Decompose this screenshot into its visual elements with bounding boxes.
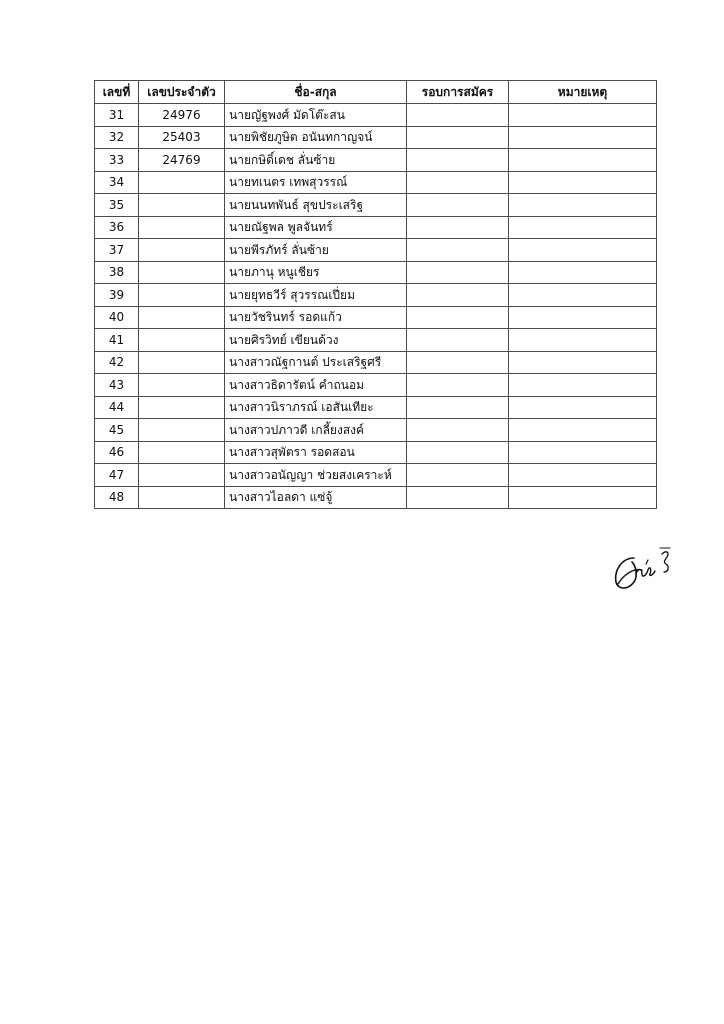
row-application-round (407, 239, 509, 262)
row-number: 37 (95, 239, 139, 262)
header-student-id: เลขประจำตัว (139, 81, 225, 104)
row-student-id (139, 419, 225, 442)
row-student-id (139, 441, 225, 464)
row-number: 38 (95, 261, 139, 284)
table-row (95, 464, 657, 487)
table-row (95, 149, 657, 172)
table-row (95, 351, 657, 374)
row-student-id (139, 261, 225, 284)
row-remarks (509, 126, 657, 149)
row-application-round (407, 486, 509, 509)
table-row (95, 261, 657, 284)
row-full-name: นายยุทธวีร์ สุวรรณเปี่ยม (225, 284, 407, 307)
row-student-id (139, 464, 225, 487)
row-full-name: นางสาวปภาวดี เกลี้ยงสงค์ (225, 419, 407, 442)
row-remarks (509, 239, 657, 262)
table-row (95, 171, 657, 194)
row-remarks (509, 284, 657, 307)
row-application-round (407, 261, 509, 284)
row-remarks (509, 329, 657, 352)
row-full-name: นายทเนตร เทพสุวรรณ์ (225, 171, 407, 194)
row-remarks (509, 216, 657, 239)
row-full-name: นายพีรภัทร์ ลั่นซ้าย (225, 239, 407, 262)
table-row (95, 216, 657, 239)
row-remarks (509, 194, 657, 217)
table-row (95, 419, 657, 442)
row-number: 32 (95, 126, 139, 149)
row-application-round (407, 149, 509, 172)
row-number: 41 (95, 329, 139, 352)
row-student-id: 24976 (139, 104, 225, 127)
row-application-round (407, 284, 509, 307)
row-application-round (407, 419, 509, 442)
row-application-round (407, 216, 509, 239)
table-body (95, 104, 657, 509)
table-row (95, 441, 657, 464)
row-full-name: นายพิชัยภูษิต อนันทกาญจน์ (225, 126, 407, 149)
row-student-id (139, 329, 225, 352)
row-remarks (509, 486, 657, 509)
row-student-id: 24769 (139, 149, 225, 172)
row-full-name: นายณัฐพล พูลจันทร์ (225, 216, 407, 239)
row-number: 39 (95, 284, 139, 307)
row-number: 47 (95, 464, 139, 487)
row-number: 42 (95, 351, 139, 374)
row-number: 44 (95, 396, 139, 419)
row-remarks (509, 441, 657, 464)
row-remarks (509, 171, 657, 194)
row-application-round (407, 396, 509, 419)
row-remarks (509, 149, 657, 172)
table-header-row (95, 81, 657, 104)
row-student-id (139, 284, 225, 307)
row-student-id: 25403 (139, 126, 225, 149)
row-number: 46 (95, 441, 139, 464)
row-remarks (509, 374, 657, 397)
row-full-name: นางสาวณัฐกานต์ ประเสริฐศรี (225, 351, 407, 374)
row-application-round (407, 329, 509, 352)
row-full-name: นายนนทพันธ์ สุขประเสริฐ (225, 194, 407, 217)
row-full-name: นายวัชรินทร์ รอดแก้ว (225, 306, 407, 329)
row-number: 36 (95, 216, 139, 239)
row-number: 31 (95, 104, 139, 127)
header-application-round: รอบการสมัคร (407, 81, 509, 104)
row-full-name: นางสาวนิราภรณ์ เอสันเทียะ (225, 396, 407, 419)
table-row (95, 239, 657, 262)
row-application-round (407, 171, 509, 194)
row-student-id (139, 171, 225, 194)
table-row (95, 306, 657, 329)
row-number: 43 (95, 374, 139, 397)
row-student-id (139, 374, 225, 397)
row-application-round (407, 104, 509, 127)
row-number: 40 (95, 306, 139, 329)
row-full-name: นางสาวธิดารัตน์ คำถนอม (225, 374, 407, 397)
row-full-name: นายศิรวิทย์ เขียนด้วง (225, 329, 407, 352)
row-student-id (139, 216, 225, 239)
table-row (95, 374, 657, 397)
row-student-id (139, 351, 225, 374)
row-remarks (509, 306, 657, 329)
handwritten-signature (612, 544, 674, 594)
table-row (95, 486, 657, 509)
row-number: 35 (95, 194, 139, 217)
row-student-id (139, 306, 225, 329)
row-application-round (407, 441, 509, 464)
row-application-round (407, 126, 509, 149)
row-number: 33 (95, 149, 139, 172)
header-remarks: หมายเหตุ (509, 81, 657, 104)
row-application-round (407, 194, 509, 217)
row-full-name: นางสาวไอลดา แซ่จู้ (225, 486, 407, 509)
row-full-name: นายภานุ หนูเชียร (225, 261, 407, 284)
row-student-id (139, 396, 225, 419)
student-roster-table (94, 80, 657, 509)
row-student-id (139, 194, 225, 217)
table-row (95, 194, 657, 217)
row-remarks (509, 396, 657, 419)
row-application-round (407, 464, 509, 487)
row-remarks (509, 104, 657, 127)
row-number: 48 (95, 486, 139, 509)
row-remarks (509, 419, 657, 442)
table-row (95, 396, 657, 419)
row-full-name: นายญัฐพงศ์ มัดโต๊ะสน (225, 104, 407, 127)
row-application-round (407, 306, 509, 329)
table-row (95, 329, 657, 352)
row-student-id (139, 486, 225, 509)
row-number: 45 (95, 419, 139, 442)
row-full-name: นางสาวอนัญญา ช่วยสงเคราะห์ (225, 464, 407, 487)
row-application-round (407, 374, 509, 397)
header-full-name: ชื่อ-สกุล (225, 81, 407, 104)
table-row (95, 104, 657, 127)
row-student-id (139, 239, 225, 262)
row-full-name: นางสาวสุพัตรา รอดสอน (225, 441, 407, 464)
row-application-round (407, 351, 509, 374)
row-remarks (509, 351, 657, 374)
table-row (95, 126, 657, 149)
row-remarks (509, 261, 657, 284)
row-remarks (509, 464, 657, 487)
table-row (95, 284, 657, 307)
header-number: เลขที่ (95, 81, 139, 104)
row-number: 34 (95, 171, 139, 194)
row-full-name: นายกษิดิ์เดช ลั่นซ้าย (225, 149, 407, 172)
